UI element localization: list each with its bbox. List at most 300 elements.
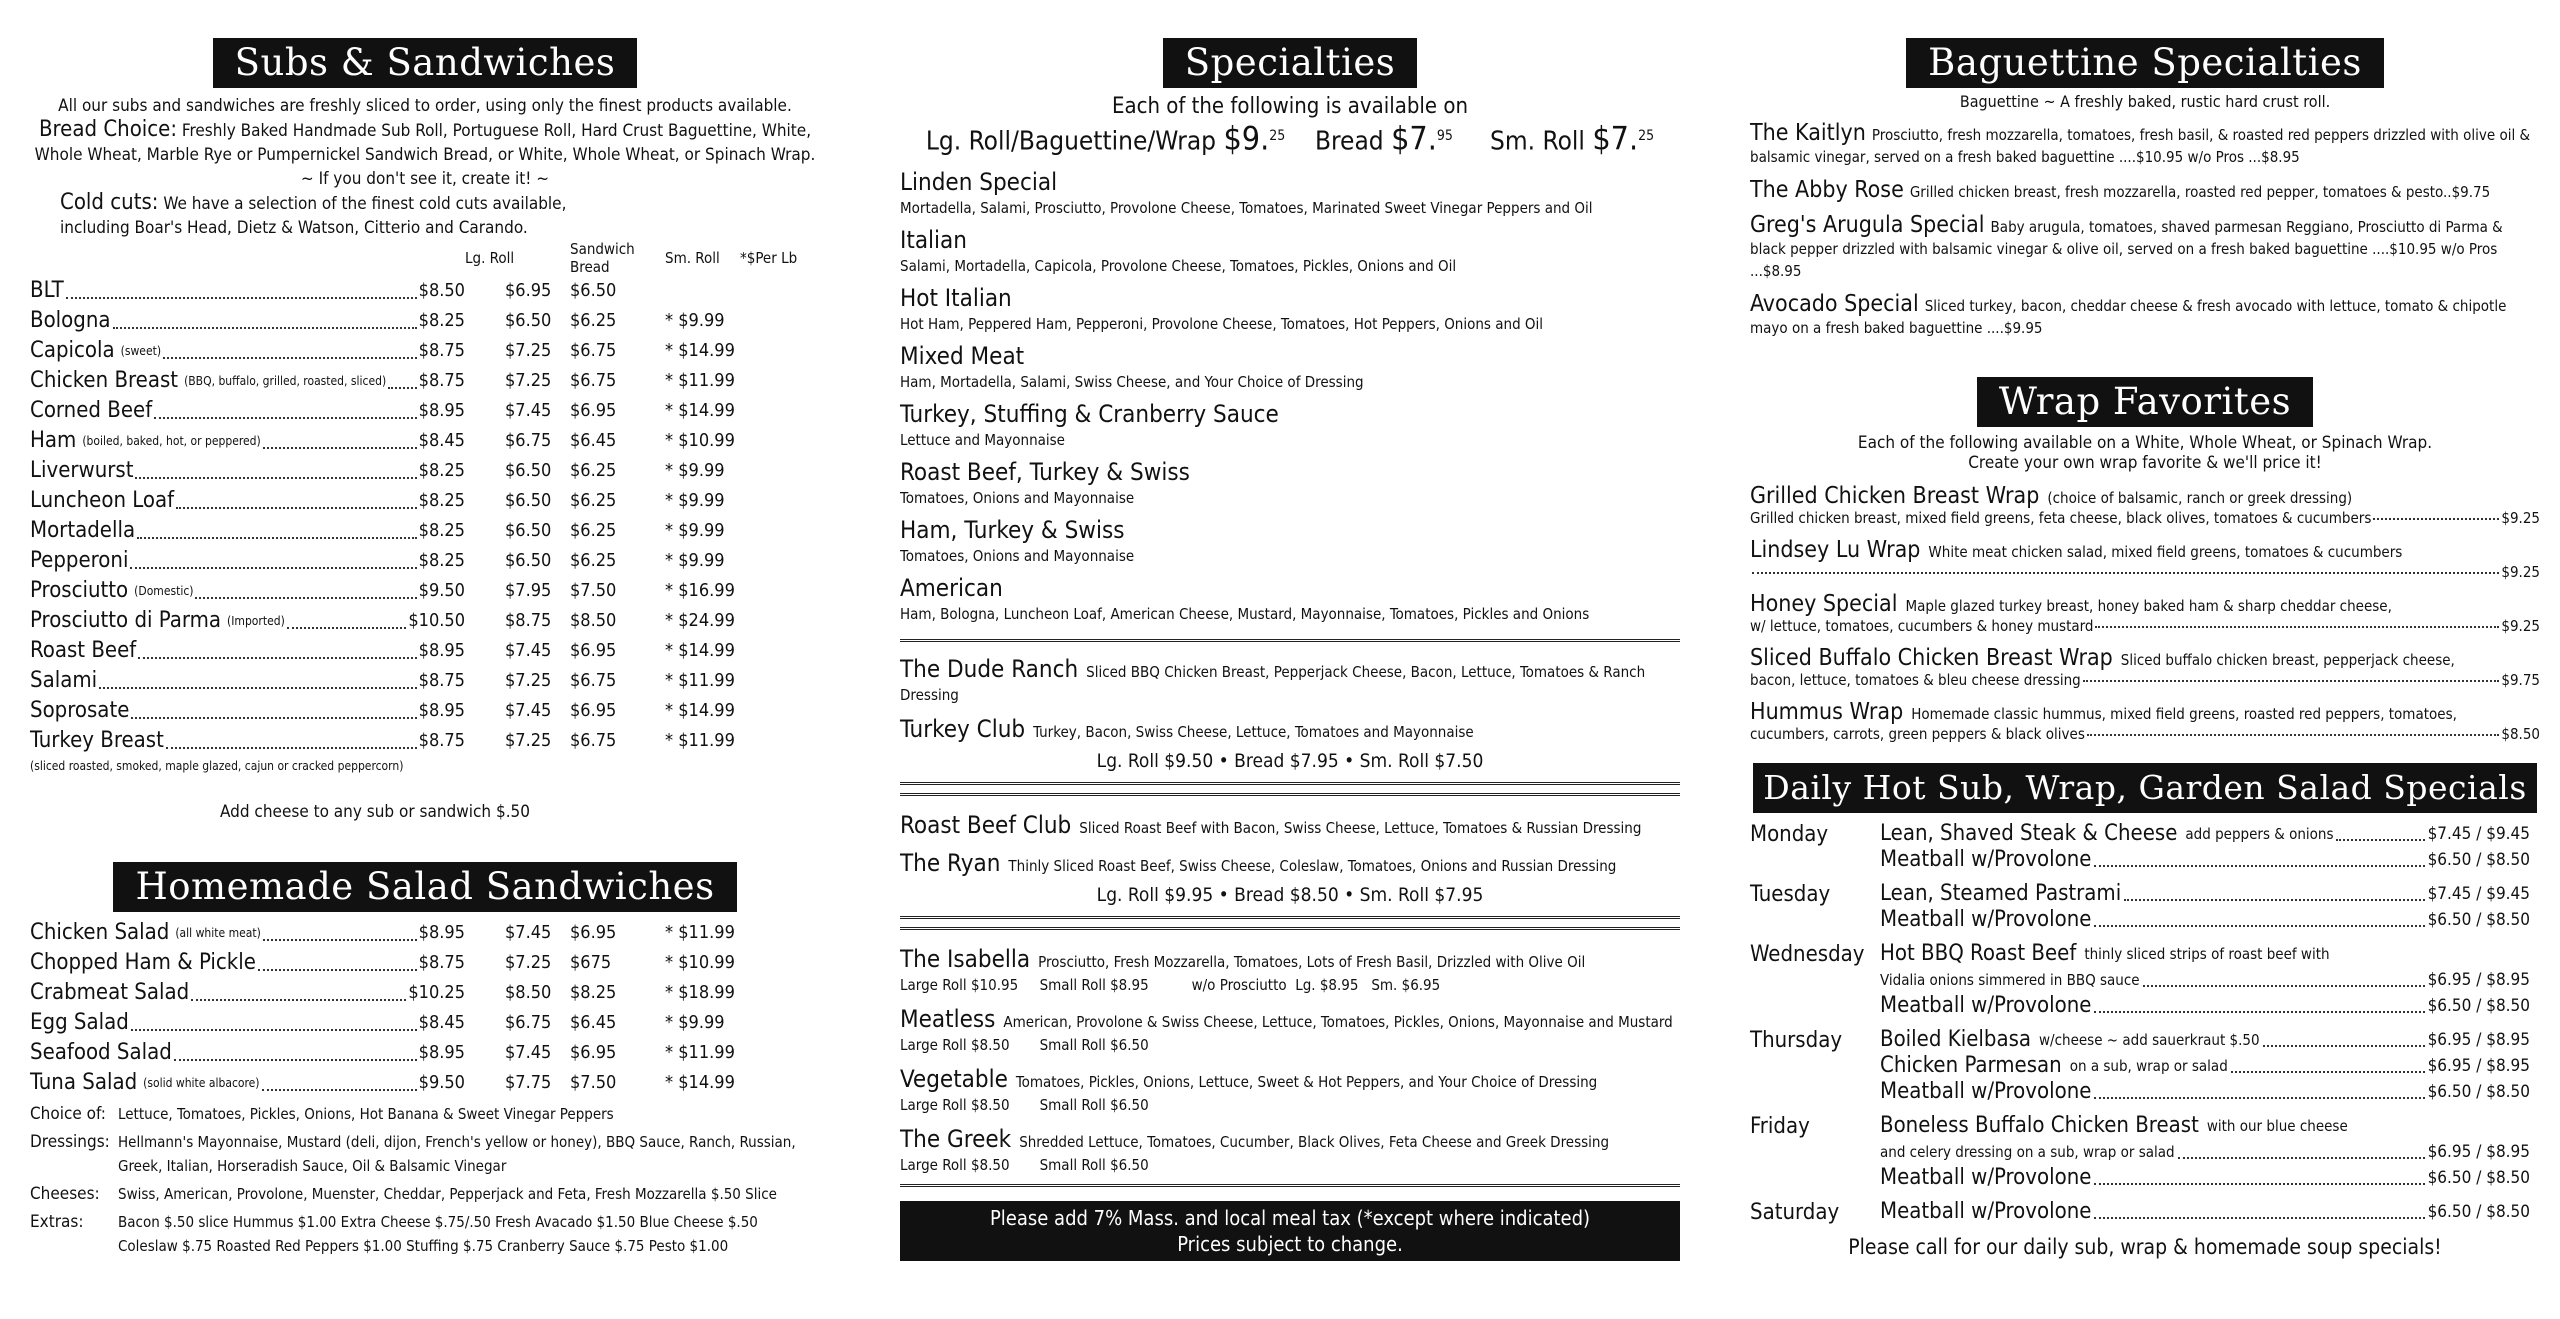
price-sm: $6.95	[570, 922, 617, 943]
item-name: Prosciutto	[30, 578, 129, 603]
veg-price: Large Roll $8.50 Small Roll $6.50	[900, 1155, 1149, 1174]
special-price: $6.50 / $8.50	[2427, 1082, 2530, 1102]
club-box-1	[900, 639, 1680, 785]
leader-dots	[195, 597, 416, 599]
club-name: Roast Beef Club	[900, 810, 1072, 839]
bread-choice-label: Bread Choice:	[38, 117, 178, 142]
extra-text: Swiss, American, Provolone, Muenster, Cheddar, Pepperjack and Feta, Fresh Mozzarella $.50 Slice	[118, 1185, 777, 1203]
salad-extras	[30, 1102, 820, 1258]
item-leader	[30, 606, 465, 636]
leader-dots	[176, 507, 417, 509]
specialty-name: Hot Italian	[900, 283, 1012, 312]
price-lg: $8.95	[418, 700, 465, 721]
veg-top	[900, 1064, 1680, 1094]
day-row	[1750, 821, 2530, 873]
special-sub: thinly sliced strips of roast beef with	[2084, 945, 2330, 963]
specialty-name: Roast Beef, Turkey & Swiss	[900, 457, 1190, 486]
specialty-name: Linden Special	[900, 167, 1058, 196]
club-name: Turkey Club	[900, 714, 1026, 743]
leader-dots	[99, 687, 417, 689]
item-name: Salami	[30, 668, 98, 693]
tax-notice	[900, 1201, 1680, 1261]
specialty-item	[900, 573, 1680, 625]
lg-roll-label: Lg. Roll/Baguettine/Wrap	[925, 126, 1217, 157]
leader-dots	[2143, 985, 2425, 987]
bread-cents: 95	[1436, 128, 1453, 144]
leader-dots	[1752, 572, 2499, 574]
special-price: $6.50 / $8.50	[2427, 910, 2530, 930]
price-lb: * $11.99	[665, 370, 735, 391]
item-leader	[30, 726, 465, 756]
veg-name: Meatless	[900, 1004, 996, 1033]
wrap-price: $9.25	[2501, 509, 2540, 527]
item-name: Corned Beef	[30, 398, 153, 423]
price-lg: $8.25	[418, 460, 465, 481]
price-sm: $6.25	[570, 490, 617, 511]
specialty-desc: Lettuce and Mayonnaise	[900, 430, 1065, 449]
day-line	[1880, 1053, 2530, 1079]
subs-intro: All our subs and sandwiches are freshly sliced to order, using only the finest products available.	[58, 96, 792, 116]
price-sm: $675	[570, 952, 612, 973]
price-bread: $6.50	[505, 490, 552, 511]
item-leader	[30, 1068, 465, 1098]
item-leader	[30, 396, 465, 426]
leader-dots	[2094, 1097, 2424, 1099]
item-cell	[30, 918, 465, 948]
wrap-line-2	[1750, 509, 2540, 527]
special-name: Meatball w/Provolone	[1880, 1079, 2092, 1104]
wrap-sub-2: Create your own wrap favorite & we'll price it!	[1968, 453, 2322, 473]
club-desc: Turkey, Bacon, Swiss Cheese, Lettuce, Tomatoes and Mayonnaise	[1033, 722, 1474, 741]
price-lb: * $9.99	[665, 520, 725, 541]
baguettine-list	[1750, 120, 2540, 339]
special-price: $6.50 / $8.50	[2427, 1202, 2530, 1222]
day-name: Wednesday	[1750, 942, 1865, 967]
price-lg: $8.95	[418, 640, 465, 661]
baguettine-desc: Prosciutto, fresh mozzarella, tomatoes, fresh basil, & roasted red peppers drizzled with olive oil & balsamic vinegar, served on a fresh baked baguettine ....$10.95 w/o Pros ...$8.95	[1750, 126, 2531, 166]
table-row	[30, 336, 820, 366]
specialty-desc: Tomatoes, Onions and Mayonnaise	[900, 488, 1135, 507]
special-sub: with our blue cheese	[2206, 1117, 2348, 1135]
item-name: Turkey Breast	[30, 728, 164, 753]
wrap-item	[1750, 537, 2540, 581]
table-row	[30, 486, 820, 516]
price-lg: $8.75	[418, 370, 465, 391]
price-lg: $8.25	[418, 550, 465, 571]
wrap-line-2	[1750, 725, 2540, 743]
table-row	[30, 1008, 820, 1038]
leader-dots	[154, 417, 416, 419]
price-bread: $7.25	[505, 730, 552, 751]
day-name: Friday	[1750, 1114, 1810, 1139]
price-sm: $6.45	[570, 430, 617, 451]
veg-price: Large Roll $8.50 Small Roll $6.50	[900, 1035, 1149, 1054]
leader-dots	[2094, 1011, 2424, 1013]
baguettine-name: The Abby Rose	[1750, 177, 1904, 203]
price-sm: $7.50	[570, 580, 617, 601]
price-lb: * $14.99	[665, 1072, 735, 1093]
price-bread: $7.45	[505, 400, 552, 421]
item-leader	[30, 1008, 465, 1038]
subs-column	[30, 0, 820, 1319]
item-leader	[30, 306, 465, 336]
price-sm: $7.50	[570, 1072, 617, 1093]
price-lb: * $16.99	[665, 580, 735, 601]
day-line	[1880, 907, 2530, 933]
day-items	[1880, 1199, 2530, 1227]
leader-dots	[2094, 865, 2424, 867]
leader-dots	[135, 477, 416, 479]
price-bread: $8.75	[505, 610, 552, 631]
day-row	[1750, 1113, 2530, 1191]
specialty-item	[900, 167, 1680, 219]
wrap-item	[1750, 699, 2540, 743]
item-leader	[30, 576, 465, 606]
price-bread: $6.50	[505, 460, 552, 481]
special-price: $6.95 / $8.95	[2427, 1142, 2530, 1162]
table-row	[30, 426, 820, 456]
leader-dots	[2094, 925, 2424, 927]
wrap-name: Hummus Wrap	[1750, 699, 1904, 725]
wrap-extra: Maple glazed turkey breast, honey baked ham & sharp cheddar cheese,	[1905, 597, 2392, 615]
leader-dots	[263, 447, 417, 449]
veg-item	[900, 1124, 1680, 1176]
subs-price-table	[30, 240, 820, 756]
price-change-line: Prices subject to change.	[1177, 1231, 1403, 1256]
price-bread: $7.45	[505, 922, 552, 943]
extra-label: Dressings:	[30, 1132, 110, 1152]
baguettine-item	[1750, 291, 2540, 339]
item-cell	[30, 978, 465, 1008]
club-name: The Ryan	[900, 848, 1001, 877]
day-line	[1880, 1027, 2530, 1053]
item-cell	[30, 1068, 465, 1098]
leader-dots	[287, 627, 407, 629]
special-sub: Vidalia onions simmered in BBQ sauce	[1880, 971, 2140, 989]
price-sm: $6.75	[570, 730, 617, 751]
box1-price: Lg. Roll $9.50 • Bread $7.95 • Sm. Roll $7.50	[1096, 749, 1484, 772]
wrap-item	[1750, 591, 2540, 635]
item-cell	[30, 486, 465, 516]
item-cell	[30, 366, 465, 396]
wrap-name: Honey Special	[1750, 591, 1898, 617]
special-price: $6.95 / $8.95	[2427, 1030, 2530, 1050]
price-sm: $6.25	[570, 310, 617, 331]
price-lg: $8.50	[418, 280, 465, 301]
special-name: Boneless Buffalo Chicken Breast	[1880, 1113, 2199, 1138]
item-leader	[30, 486, 465, 516]
day-items	[1880, 881, 2530, 933]
day-row	[1750, 1027, 2530, 1105]
wrap-desc: w/ lettuce, tomatoes, cucumbers & honey mustard	[1750, 617, 2094, 635]
salad-extra-row	[30, 1182, 820, 1206]
club-box-2	[900, 793, 1680, 919]
price-lb: * $11.99	[665, 670, 735, 691]
price-lg: $8.75	[418, 730, 465, 751]
item-note: (BBQ, buffalo, grilled, roasted, sliced)	[184, 374, 387, 388]
price-lb: * $9.99	[665, 460, 725, 481]
day-name: Tuesday	[1750, 882, 1831, 907]
veg-item	[900, 1064, 1680, 1116]
price-sm: $6.25	[570, 520, 617, 541]
club-name: The Dude Ranch	[900, 654, 1079, 683]
col-lg-roll: Lg. Roll	[465, 249, 515, 267]
specialty-name: Turkey, Stuffing & Cranberry Sauce	[900, 399, 1279, 428]
price-lg: $8.95	[418, 1042, 465, 1063]
veg-top	[900, 1124, 1680, 1154]
lg-roll-price: $9.	[1223, 119, 1270, 158]
item-note: (Imported)	[227, 614, 285, 628]
veg-box	[900, 927, 1680, 1187]
specialty-name: Italian	[900, 225, 967, 254]
leader-dots	[131, 717, 416, 719]
item-leader	[30, 948, 465, 978]
cold-cuts	[30, 191, 820, 240]
price-bread: $6.50	[505, 310, 552, 331]
leader-dots	[113, 327, 417, 329]
price-lg: $8.95	[418, 922, 465, 943]
item-leader	[30, 1038, 465, 1068]
special-name: Chicken Parmesan	[1880, 1053, 2062, 1078]
special-name: Hot BBQ Roast Beef	[1880, 941, 2077, 966]
specialty-name: Ham, Turkey & Swiss	[900, 515, 1125, 544]
item-cell	[30, 1008, 465, 1038]
item-cell	[30, 426, 465, 456]
specialty-desc: Mortadella, Salami, Prosciutto, Provolone Cheese, Tomatoes, Marinated Sweet Vinegar Peppers and Oil	[900, 198, 1593, 217]
baguettine-sub: Baguettine ~ A freshly baked, rustic hard crust roll.	[1959, 92, 2331, 111]
wrap-name: Sliced Buffalo Chicken Breast Wrap	[1750, 645, 2113, 671]
baguettine-desc: Grilled chicken breast, fresh mozzarella, roasted red pepper, tomatoes & pesto..$9.75	[1909, 183, 2491, 201]
price-bread: $7.45	[505, 1042, 552, 1063]
bread-price: $7.	[1391, 119, 1437, 158]
col-sandwich-bread: Sandwich Bread	[570, 240, 635, 276]
leader-dots	[2263, 1045, 2425, 1047]
price-bread: $7.25	[505, 952, 552, 973]
box2-price: Lg. Roll $9.95 • Bread $8.50 • Sm. Roll $7.95	[1096, 883, 1484, 906]
day-items	[1880, 1027, 2530, 1105]
item-cell	[30, 726, 465, 756]
price-lg: $8.25	[418, 310, 465, 331]
special-price: $7.45 / $9.45	[2427, 884, 2530, 904]
item-note: (Domestic)	[134, 584, 194, 598]
wrap-list	[1750, 483, 2540, 743]
price-sm: $6.95	[570, 400, 617, 421]
price-bread: $7.45	[505, 640, 552, 661]
item-leader	[30, 516, 465, 546]
leader-dots	[2231, 1071, 2425, 1073]
special-name: Meatball w/Provolone	[1880, 1199, 2092, 1224]
cheese-note: Add cheese to any sub or sandwich $.50	[219, 802, 531, 822]
veg-desc: American, Provolone & Swiss Cheese, Lettuce, Tomatoes, Pickles, Onions, Mayonnaise and Mustard	[1003, 1012, 1673, 1031]
price-sm: $6.25	[570, 460, 617, 481]
baguettine-item	[1750, 212, 2540, 282]
baguettine-item	[1750, 177, 2540, 203]
leader-dots	[2083, 680, 2500, 682]
day-line	[1880, 821, 2530, 847]
day-row	[1750, 941, 2530, 1019]
day-line	[1880, 967, 2530, 993]
wrap-price: $9.25	[2501, 563, 2540, 581]
special-sub: w/cheese ~ add sauerkraut $.50	[2039, 1031, 2260, 1049]
item-cell	[30, 636, 465, 666]
table-row	[30, 306, 820, 336]
leader-dots	[2094, 1183, 2424, 1185]
item-cell	[30, 606, 465, 636]
baguettine-item	[1750, 120, 2540, 168]
baguettine-desc: Sliced turkey, bacon, cheddar cheese & fresh avocado with lettuce, tomato & chipotle mayo on a fresh baked baguettine ....$9.95	[1750, 297, 2507, 337]
wrap-line-2	[1750, 671, 2540, 689]
wrap-extra: Sliced buffalo chicken breast, pepperjack cheese,	[2120, 651, 2455, 669]
leader-dots	[137, 537, 417, 539]
item-name: Mortadella	[30, 518, 136, 543]
day-name: Thursday	[1750, 1028, 1843, 1053]
price-lb: * $14.99	[665, 700, 735, 721]
item-leader	[30, 336, 465, 366]
specialty-item	[900, 399, 1680, 451]
special-name: Boiled Kielbasa	[1880, 1027, 2032, 1052]
subs-columns-row	[30, 240, 820, 276]
veg-top	[900, 1004, 1680, 1034]
turkey-note: (sliced roasted, smoked, maple glazed, cajun or cracked peppercorn)	[30, 759, 404, 773]
day-line	[1880, 941, 2530, 967]
wrap-line-2	[1750, 617, 2540, 635]
price-lg: $9.50	[418, 1072, 465, 1093]
special-name: Meatball w/Provolone	[1880, 847, 2092, 872]
daily-footer: Please call for our daily sub, wrap & homemade soup specials!	[1848, 1235, 2442, 1259]
price-lb: * $10.99	[665, 430, 735, 451]
salad-extra-row	[30, 1130, 820, 1178]
day-row	[1750, 881, 2530, 933]
price-sm: $8.25	[570, 982, 617, 1003]
veg-desc: Tomatoes, Pickles, Onions, Lettuce, Sweet & Hot Peppers, and Your Choice of Dressing	[1015, 1072, 1598, 1091]
price-bread: $6.50	[505, 550, 552, 571]
leader-dots	[166, 747, 417, 749]
item-name: Liverwurst	[30, 458, 134, 483]
price-lg: $8.25	[418, 490, 465, 511]
wrap-line-1	[1750, 537, 2540, 563]
item-name: BLT	[30, 278, 64, 303]
price-lb: * $9.99	[665, 310, 725, 331]
price-sm: $6.45	[570, 1012, 617, 1033]
wrap-extra: Homemade classic hummus, mixed field greens, roasted red peppers, tomatoes,	[1911, 705, 2457, 723]
price-lb	[665, 276, 740, 306]
item-name: Crabmeat Salad	[30, 980, 190, 1005]
sm-roll-price: $7.	[1592, 119, 1639, 158]
table-row	[30, 726, 820, 756]
item-leader	[30, 666, 465, 696]
create-note: ~ If you don't see it, create it! ~	[300, 169, 550, 189]
daily-list	[1750, 821, 2540, 1227]
item-leader	[30, 546, 465, 576]
veg-item	[900, 944, 1680, 996]
day-line	[1880, 1165, 2530, 1191]
item-cell	[30, 696, 465, 726]
price-lg: $8.45	[418, 1012, 465, 1033]
day-name: Monday	[1750, 822, 1829, 847]
price-bread: $7.25	[505, 340, 552, 361]
leader-dots	[2373, 518, 2499, 520]
table-row	[30, 366, 820, 396]
table-row	[30, 1068, 820, 1098]
specialty-desc: Salami, Mortadella, Capicola, Provolone Cheese, Tomatoes, Pickles, Onions and Oil	[900, 256, 1457, 275]
item-name: Capicola	[30, 338, 115, 363]
item-cell	[30, 1038, 465, 1068]
wrap-desc: cucumbers, carrots, green peppers & black olives	[1750, 725, 2085, 743]
price-lg: $8.75	[418, 670, 465, 691]
veg-price: Large Roll $8.50 Small Roll $6.50	[900, 1095, 1149, 1114]
table-row	[30, 636, 820, 666]
specialties-header: Specialties	[1163, 38, 1417, 88]
leader-dots	[2178, 1157, 2425, 1159]
day-line	[1880, 993, 2530, 1019]
veg-name: The Isabella	[900, 944, 1031, 973]
sm-roll-cents: 25	[1638, 128, 1655, 144]
item-cell	[30, 546, 465, 576]
price-lb: * $24.99	[665, 610, 735, 631]
specialties-avail: Each of the following is available on	[1111, 94, 1469, 119]
leader-dots	[2087, 734, 2500, 736]
baguettine-header: Baguettine Specialties	[1906, 38, 2384, 88]
item-cell	[30, 948, 465, 978]
table-row	[30, 978, 820, 1008]
item-leader	[30, 426, 465, 456]
item-cell	[30, 516, 465, 546]
leader-dots	[262, 1089, 417, 1091]
wrap-extra: (choice of balsamic, ranch or greek dressing)	[2047, 489, 2353, 507]
price-bread: $7.25	[505, 670, 552, 691]
wrap-desc: bacon, lettuce, tomatoes & bleu cheese dressing	[1750, 671, 2081, 689]
specialties-prices	[900, 119, 1680, 159]
day-items	[1880, 1113, 2530, 1191]
price-sm: $6.75	[570, 370, 617, 391]
specialty-item	[900, 341, 1680, 393]
day-items	[1880, 941, 2530, 1019]
price-lg: $10.25	[408, 982, 465, 1003]
club-desc: Sliced BBQ Chicken Breast, Pepperjack Cheese, Bacon, Lettuce, Tomatoes & Ranch Dressing	[900, 662, 1646, 704]
daily-header: Daily Hot Sub, Wrap, Garden Salad Specials	[1753, 763, 2537, 813]
day-items	[1880, 821, 2530, 873]
table-row	[30, 666, 820, 696]
price-lg: $8.25	[418, 520, 465, 541]
item-name: Seafood Salad	[30, 1040, 172, 1065]
specialties-column	[900, 0, 1680, 1319]
day-line	[1880, 881, 2530, 907]
item-name: Egg Salad	[30, 1010, 129, 1035]
specialty-item	[900, 515, 1680, 567]
extra-text: Hellmann's Mayonnaise, Mustard (deli, dijon, French's yellow or honey), BBQ Sauce, Ranch, Russian, Greek, Italian, Horseradish Sauce, Oil & Balsamic Vinegar	[118, 1133, 796, 1175]
special-name: Meatball w/Provolone	[1880, 993, 2092, 1018]
specialty-desc: Ham, Mortadella, Salami, Swiss Cheese, and Your Choice of Dressing	[900, 372, 1364, 391]
price-bread: $8.50	[505, 982, 552, 1003]
wrap-price: $9.25	[2501, 617, 2540, 635]
veg-top	[900, 944, 1680, 974]
special-price: $6.50 / $8.50	[2427, 1168, 2530, 1188]
item-leader	[30, 456, 465, 486]
baguettine-desc: Baby arugula, tomatoes, shaved parmesan Reggiano, Prosciutto di Parma & black pepper drizzled with balsamic vinegar & olive oil, served on a fresh baked baguettine ....$10.95 w/o Pros ...$8.95	[1750, 218, 2503, 280]
cold-cuts-text: We have a selection of the finest cold cuts available, including Boar's Head, Dietz & Watson, Citterio and Carando.	[60, 194, 567, 238]
wrap-header: Wrap Favorites	[1977, 377, 2313, 427]
item-name: Pepperoni	[30, 548, 129, 573]
day-row	[1750, 1199, 2530, 1227]
leader-dots	[138, 657, 416, 659]
extra-text: Bacon $.50 slice Hummus $1.00 Extra Cheese $.75/.50 Fresh Avacado $1.50 Blue Cheese $.50 Coleslaw $.75 Roasted Red Peppers $1.00 Stuffing $.75 Cranberry Sauce $.75 Pesto $1.00	[118, 1213, 758, 1255]
sm-roll-label: Sm. Roll	[1490, 126, 1585, 157]
item-name: Chopped Ham & Pickle	[30, 950, 256, 975]
wrap-desc: Grilled chicken breast, mixed field greens, feta cheese, black olives, tomatoes & cucumbers	[1750, 509, 2372, 527]
specialty-item	[900, 225, 1680, 277]
wrap-line-1	[1750, 591, 2540, 617]
table-row	[30, 1038, 820, 1068]
